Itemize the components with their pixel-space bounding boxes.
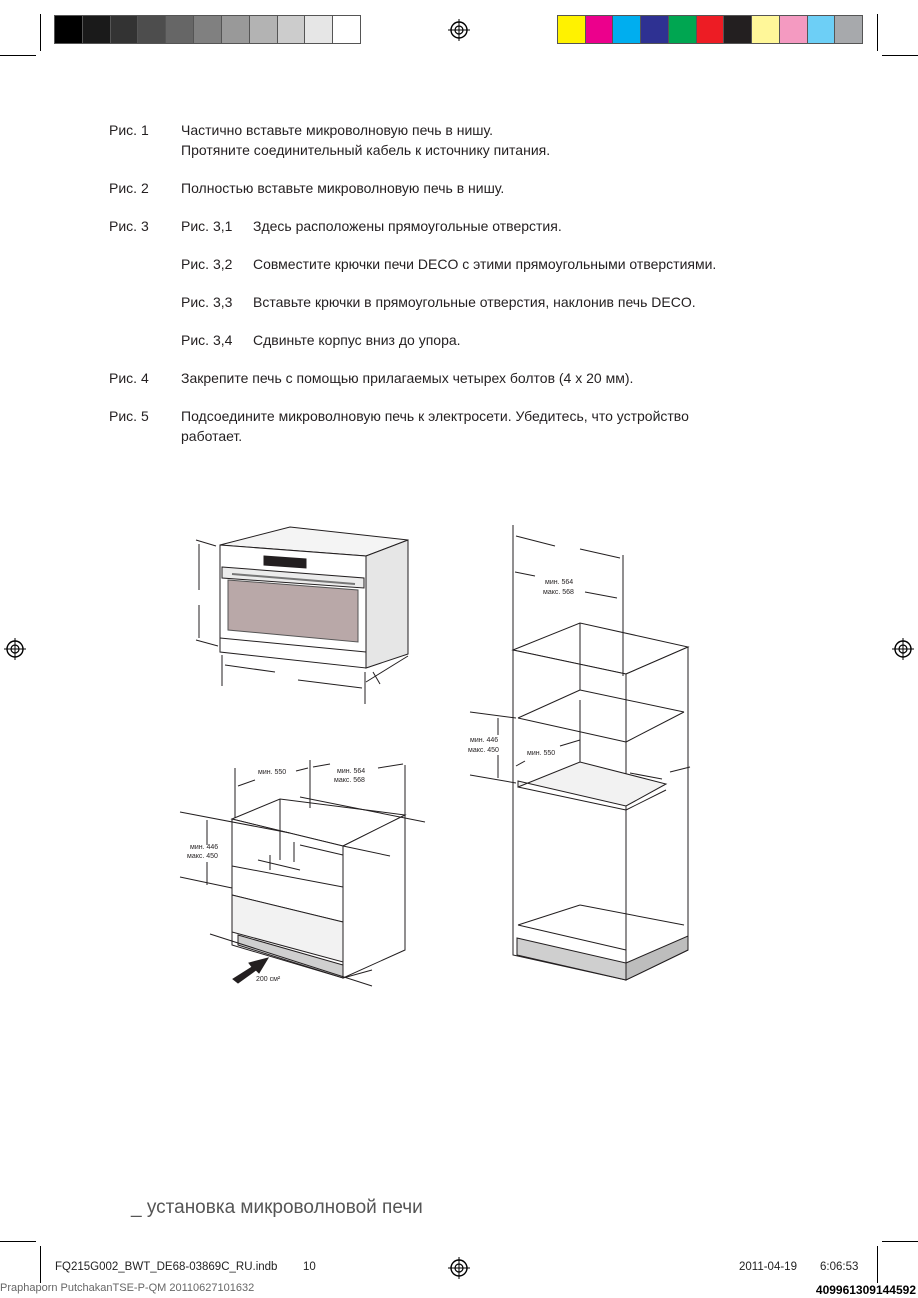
tall-cabinet-illustration	[470, 525, 690, 980]
instruction-fig3-2: Рис. 3,2 Совместите крючки печи DECO с этими прямоугольными отверстиями.	[181, 256, 717, 272]
dim-tall-height-max: макс. 450	[468, 747, 499, 754]
slug-page-number: 10	[303, 1261, 316, 1273]
instruction-fig4: Рис. 4 Закрепите печь с помощью прилагаемых четырех болтов (4 x 20 мм).	[109, 370, 634, 386]
dim-vent-area: 200 см²	[256, 976, 281, 983]
dim-cabinet-depth-max: макс. 568	[334, 777, 365, 784]
instruction-fig1: Рис. 1 Частично вставьте микроволновую печь в нишу. Протяните соединительный кабель к источнику питания.	[109, 122, 551, 158]
cabinet-illustration	[180, 760, 425, 986]
instruction-fig3: Рис. 3 Рис. 3,1 Здесь расположены прямоугольные отверстия.	[109, 218, 562, 234]
instruction-fig2: Рис. 2 Полностью вставьте микроволновую печь в нишу.	[109, 180, 505, 196]
slug-date: 2011-04-19	[739, 1261, 797, 1273]
dim-cabinet-depth-min: мин. 564	[337, 768, 366, 775]
slug-barcode-number: 409961309144592	[815, 1283, 916, 1297]
dim-cabinet-width: мин. 550	[258, 769, 287, 776]
instruction-fig3-3: Рис. 3,3 Вставьте крючки в прямоугольные отверстия, наклонив печь DECO.	[181, 294, 696, 310]
dim-tall-depth-max: макс. 568	[543, 589, 574, 596]
dim-cabinet-height-max: макс. 450	[187, 853, 218, 860]
dim-tall-height-min: мин. 446	[470, 737, 499, 744]
slug-time: 6:06:53	[820, 1261, 859, 1273]
instruction-fig3-4: Рис. 3,4 Сдвиньте корпус вниз до упора.	[181, 332, 461, 348]
dim-cabinet-height-min: мин. 446	[190, 844, 219, 851]
oven-illustration	[196, 527, 408, 704]
instruction-fig5: Рис. 5 Подсоедините микроволновую печь к электросети. Убедитесь, что устройство работает.	[109, 408, 689, 444]
dim-tall-width: мин. 550	[527, 750, 556, 757]
page-footer-title: _ установка микроволновой печи	[131, 1197, 423, 1218]
slug-file-name: FQ215G002_BWT_DE68-03869C_RU.indb	[55, 1261, 278, 1273]
dim-tall-depth-min: мин. 564	[545, 579, 574, 586]
slug-operator: Praphaporn PutchakanTSE-P-QM 20110627101632	[0, 1282, 255, 1294]
